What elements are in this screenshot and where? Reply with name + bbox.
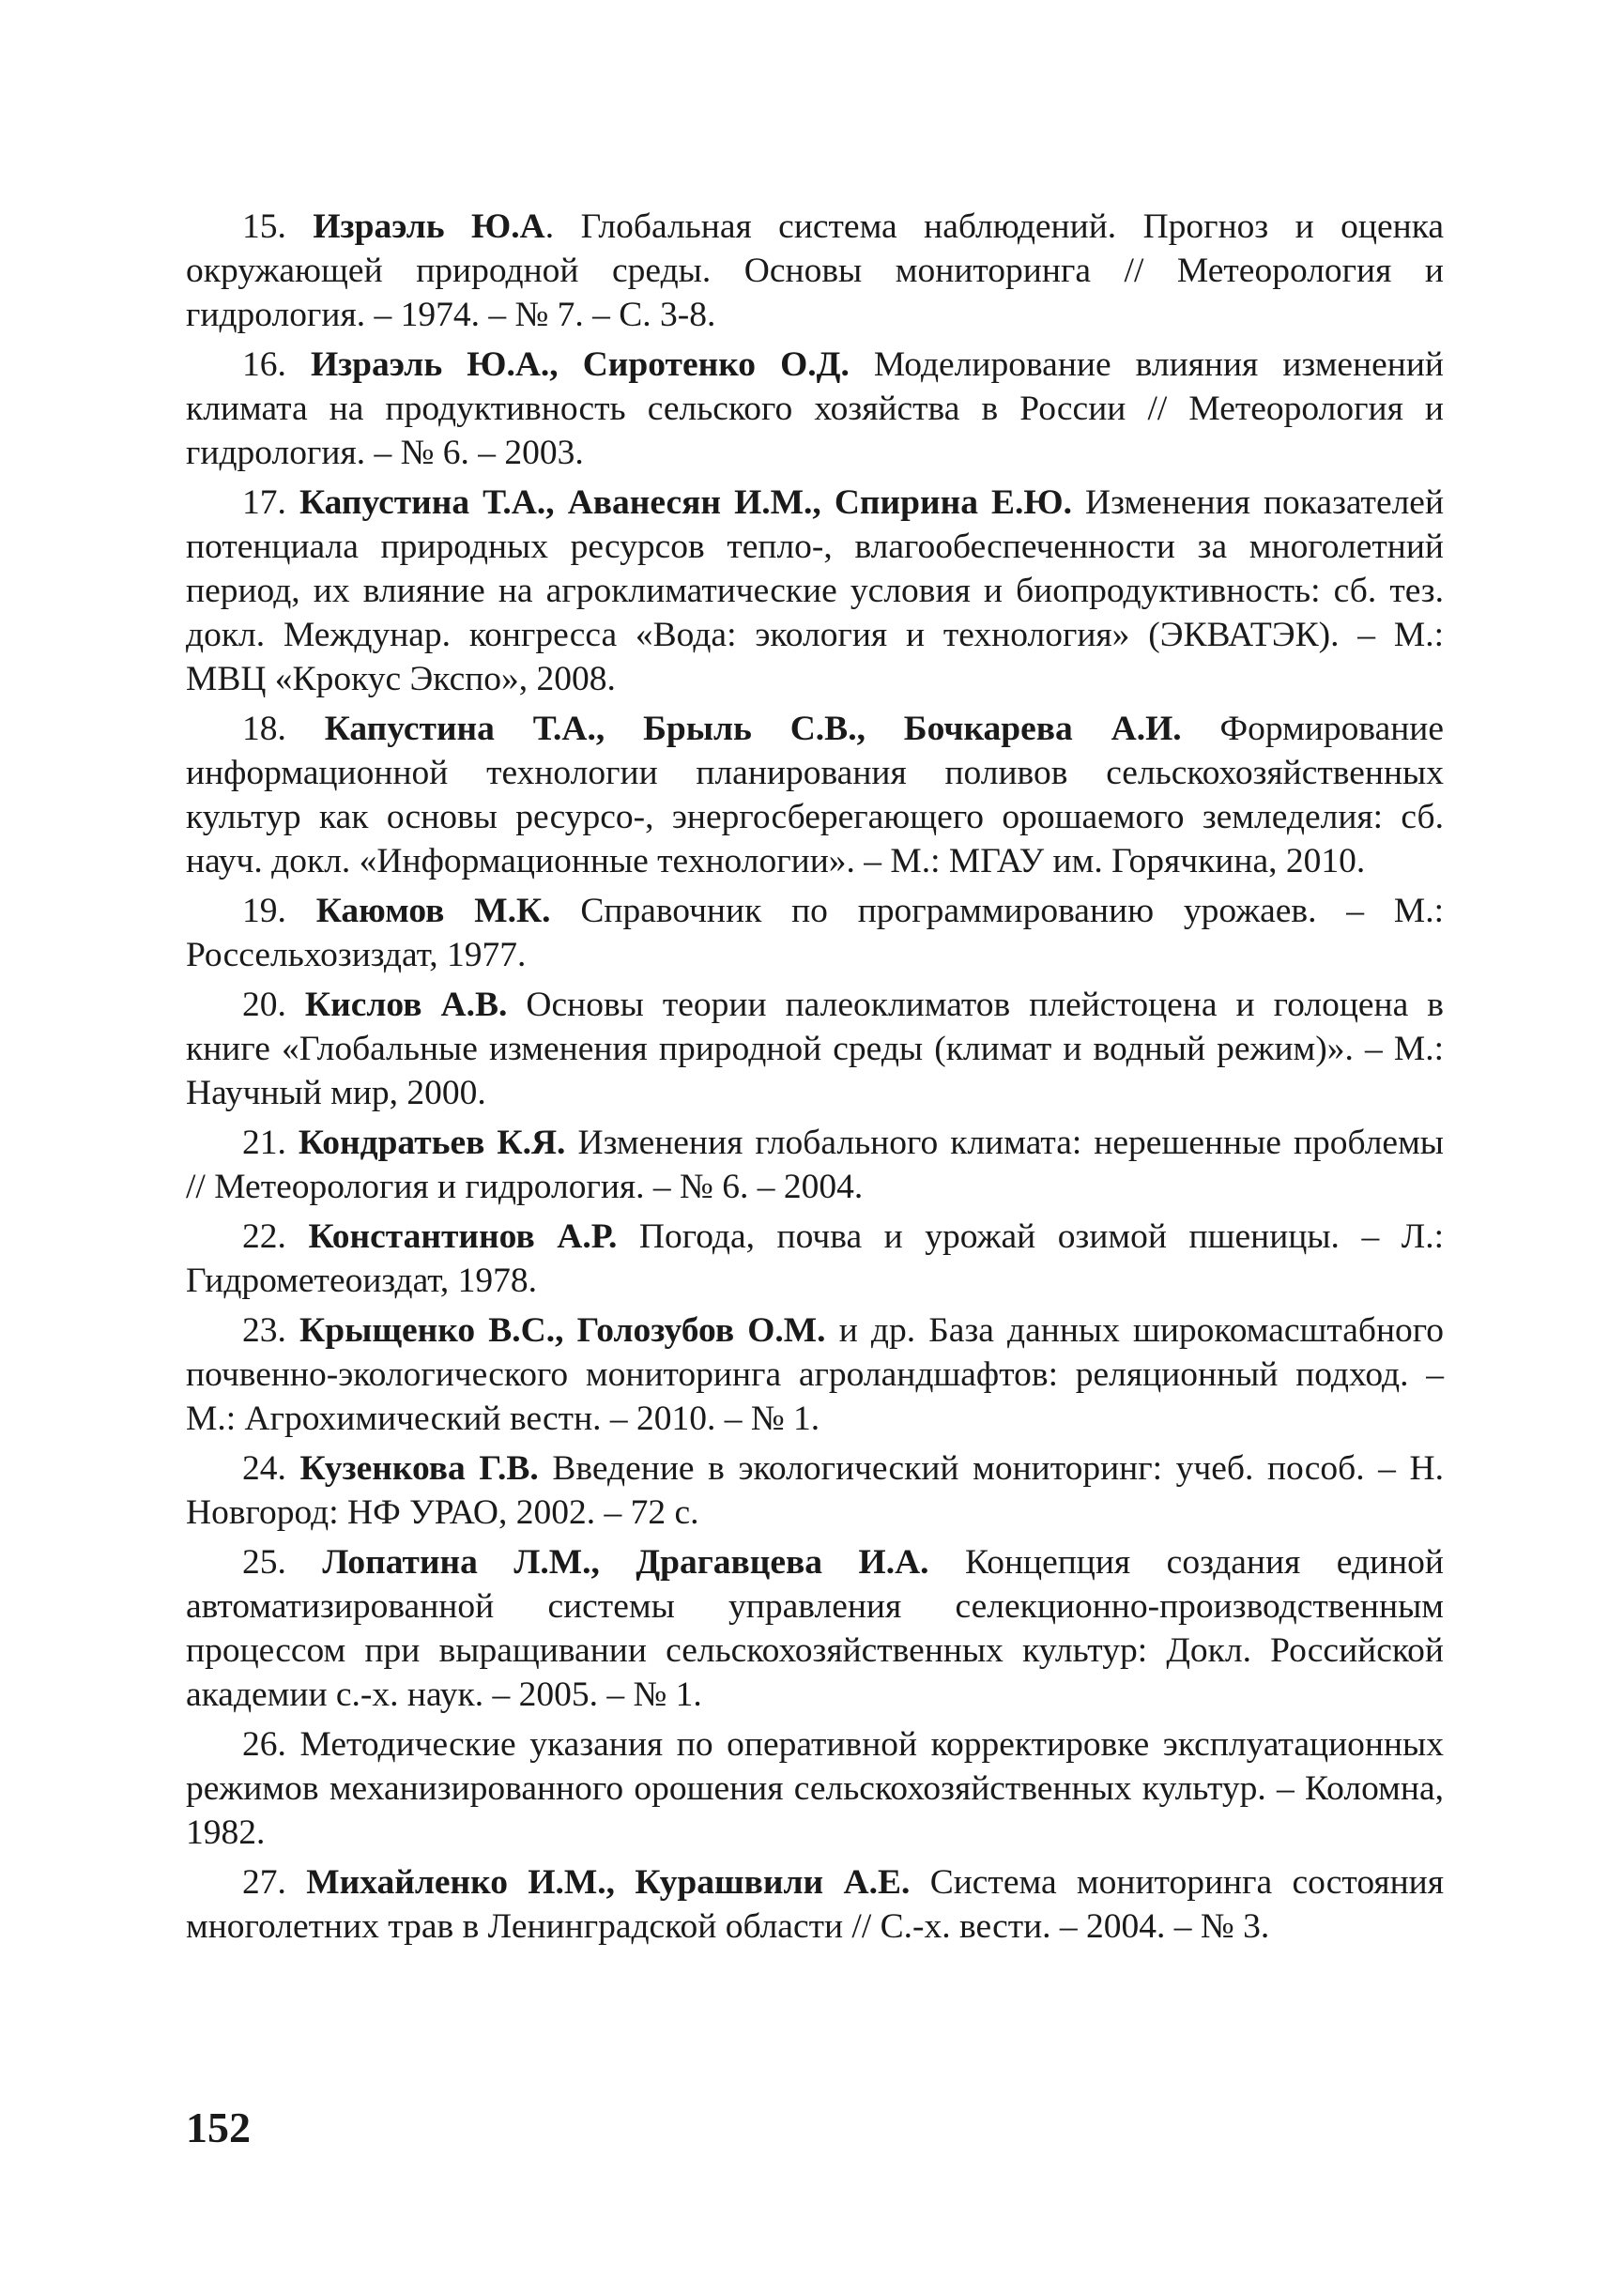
reference-authors: Константинов А.Р. xyxy=(308,1217,618,1256)
reference-list xyxy=(186,205,1444,1954)
reference-text: и др. База данных широкомасштабного почвенно-экологического мониторинга агроландшафтов: реляционный подход. – М.: Агрохимический вестн. – 2010. – № 1. xyxy=(186,1311,1445,1438)
reference-authors: Израэль Ю.А., Сиротенко О.Д. xyxy=(310,345,850,384)
reference-authors: Михайленко И.М., Курашвили А.Е. xyxy=(306,1863,911,1902)
reference-item xyxy=(186,481,1444,701)
reference-text: Основы теории палеоклиматов плейстоцена и голоцена в книге «Глобальные изменения природной среды (климат и водный режим)». – М.: Научный мир, 2000. xyxy=(186,986,1444,1112)
reference-text: Методические указания по оперативной корректировке эксплуатационных режимов механизированного орошения сельскохозяйственных культур. – Коломна, 1982. xyxy=(186,1725,1444,1852)
reference-text: Концепция создания единой автоматизированной системы управления селекционно-производственным процессом при выращивании сельскохозяйственных культур: Докл. Российской академии с.-х. наук. – 2005. – № 1. xyxy=(186,1543,1444,1714)
reference-number: 24. xyxy=(242,1449,300,1488)
reference-number: 15. xyxy=(242,207,314,246)
reference-authors: Израэль Ю.А xyxy=(313,207,545,246)
reference-text: Введение в экологический мониторинг: учеб. пособ. – Н. Новгород: НФ УРАО, 2002. – 72 с. xyxy=(186,1449,1445,1532)
reference-number: 18. xyxy=(242,710,325,748)
reference-authors: Кондратьев К.Я. xyxy=(298,1124,566,1162)
reference-item xyxy=(186,1540,1444,1717)
reference-item xyxy=(186,1722,1444,1855)
reference-item xyxy=(186,1446,1444,1535)
reference-authors: Крыщенко В.С., Голозубов О.М. xyxy=(299,1311,826,1350)
reference-item xyxy=(186,343,1444,475)
reference-item xyxy=(186,707,1444,883)
reference-text: Моделирование влияния изменений климата на продуктивность сельского хозяйства в России // Метеорология и гидрология. – № 6. – 2003. xyxy=(186,345,1444,472)
reference-text: Погода, почва и урожай озимой пшеницы. – Л.: Гидрометеоиздат, 1978. xyxy=(186,1217,1445,1300)
reference-text: . Глобальная система наблюдений. Прогноз и оценка окружающей природной среды. Основы мониторинга // Метеорология и гидрология. – 1974. – № 7. – С. 3-8. xyxy=(186,207,1445,334)
reference-number: 23. xyxy=(242,1311,300,1350)
reference-item xyxy=(186,983,1444,1115)
reference-authors: Капустина Т.А., Аванесян И.М., Спирина Е.Ю. xyxy=(299,483,1072,522)
reference-text: Изменения показателей потенциала природных ресурсов тепло-, влагообеспеченности за многолетний период, их влияние на агроклиматические условия и биопродуктивность: сб. тез. докл. Междунар. конгресса «Вода: экология и технология» (ЭКВАТЭК). – М.: МВЦ «Крокус Экспо», 2008. xyxy=(186,483,1445,698)
reference-number: 25. xyxy=(242,1543,323,1582)
reference-item xyxy=(186,1308,1444,1441)
reference-number: 20. xyxy=(242,986,305,1024)
reference-item xyxy=(186,1215,1444,1303)
reference-item xyxy=(186,1860,1444,1949)
reference-number: 22. xyxy=(242,1217,309,1256)
reference-number: 19. xyxy=(242,892,316,930)
reference-authors: Кислов А.В. xyxy=(304,986,508,1024)
reference-text: Система мониторинга состояния многолетних трав в Ленинградской области // С.-х. вести. – 2004. – № 3. xyxy=(186,1863,1444,1946)
page-number: 152 xyxy=(186,2104,251,2151)
reference-number: 21. xyxy=(242,1124,299,1162)
reference-number: 26. xyxy=(242,1725,300,1764)
reference-item xyxy=(186,889,1444,977)
reference-text: Формирование информационной технологии планирования поливов сельскохозяйственных культур как основы ресурсо-, энергосберегающего орошаемого земледелия: сб. науч. докл. «Информационные технологии». – М.: МГАУ им. Горячкина, 2010. xyxy=(186,710,1444,880)
reference-item xyxy=(186,205,1444,337)
reference-authors: Кузенкова Г.В. xyxy=(299,1449,539,1488)
reference-item xyxy=(186,1121,1444,1209)
reference-number: 16. xyxy=(242,345,311,384)
reference-text: Изменения глобального климата: нерешенные проблемы // Метеорология и гидрология. – № 6. – 2004. xyxy=(186,1124,1444,1206)
reference-text: Справочник по программированию урожаев. – М.: Россельхозиздат, 1977. xyxy=(186,892,1445,974)
reference-number: 17. xyxy=(242,483,299,522)
reference-authors: Капустина Т.А., Брыль С.В., Бочкарева А.И. xyxy=(324,710,1182,748)
reference-number: 27. xyxy=(242,1863,307,1902)
reference-authors: Лопатина Л.М., Драгавцева И.А. xyxy=(322,1543,929,1582)
reference-authors: Каюмов М.К. xyxy=(315,892,551,930)
